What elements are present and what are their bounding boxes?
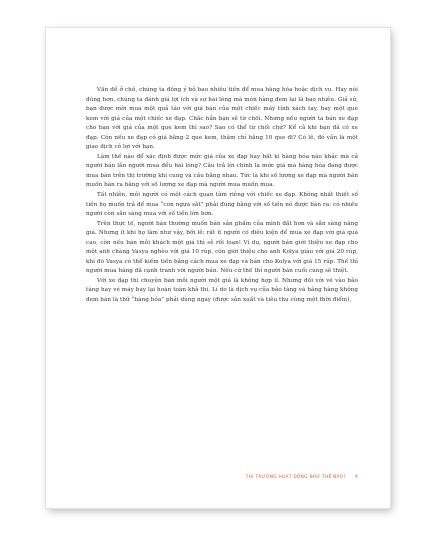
page-footer [46, 474, 358, 479]
book-page [46, 28, 390, 508]
paragraph: Với xe đạp thì chuyện bán mỗi người một giá là không hợp lí. Nhưng đối với vé vào bảo tàng hay vé máy bay lại hoàn toàn khả thi. Lí do là dịch vụ của bảo tàng và hãng hàng không đem bán là thứ “hàng hóa” phải dùng ngay (được sản xuất và tiêu thụ cùng một thời điểm), [86, 277, 358, 304]
page-number: 9 [354, 474, 358, 479]
body-text [86, 86, 358, 306]
paragraph: Làm thế nào để xác định được mức giá của xe đạp hay bất kì hàng hóa nào khác mà cả người bán lẫn người mua đều hài lòng? Câu trả lời chính là mức giá mà hàng hóa đang được mua bán trên thị trường khi cung và cầu bằng nhau. Tức là khi số lượng xe đạp mà người bán muốn bán ra bằng với số lượng xe đạp mà người mua muốn mua. [86, 153, 358, 189]
paragraph: Trên thực tế, người bán thường muốn bán sản phẩm của mình đắt hơn và sẵn sàng nâng giá. Nhưng ít khi họ làm như vậy, bởi lẽ: rất ít người có điều kiện để mua xe đạp với giá quá cao, còn nếu bán mỗi khách một giá thì sẽ rối loạn! Ví dụ, người bán giới thiệu xe đạp cho một anh chàng Vasya nghèo với giá 10 rúp, còn giới thiệu cho anh Kolya giàu với giá 20 rúp, khi đó Vasya có thể kiếm tiền bằng cách mua xe đạp và bán cho Kolya với giá 15 rúp. Thế thì người mua hàng đã cạnh tranh với người bán. Nếu cứ thế thì người bán cuối cùng sẽ thiệt. [86, 220, 358, 275]
paragraph: Vấn đề ở chỗ, chúng ta đồng ý bỏ bao nhiêu tiền để mua hàng hóa hoặc dịch vụ. Hay nói đúng hơn, chúng ta đánh giá lợi ích và sự hài lòng mà món hàng đem lại là bao nhiêu. Giả sử, bạn được mời mua một quả táo với giá bán của một chiếc máy tính xách tay, hay một que kem với giá của một chiếc xe đạp. Chắc hẳn bạn sẽ từ chối. Nhưng nếu người ta bán xe đạp cho bạn với giá của một que kem thì sao? Sao có thể từ chối chứ? Kể cả khi bạn đã có xe đạp. Còn nếu xe đạp có giá bằng 2 que kem, thậm chí bằng 10 que đi? Có lẽ, đó vẫn là một giao dịch có lợi với bạn. [86, 87, 358, 151]
paragraph: Tất nhiên, mỗi người có một cách quan tâm riêng với chiếc xe đạp. Không nhất thiết số tiền họ muốn trả để mua “con ngựa sắt” phải đúng bằng với số tiền nó được bán ra: có nhiều người còn sẵn sàng mua với số tiền lớn hơn. [86, 192, 358, 218]
running-title: THỊ TRƯỜNG HOẠT ĐỘNG NHƯ THẾ NÀO? [245, 474, 346, 479]
